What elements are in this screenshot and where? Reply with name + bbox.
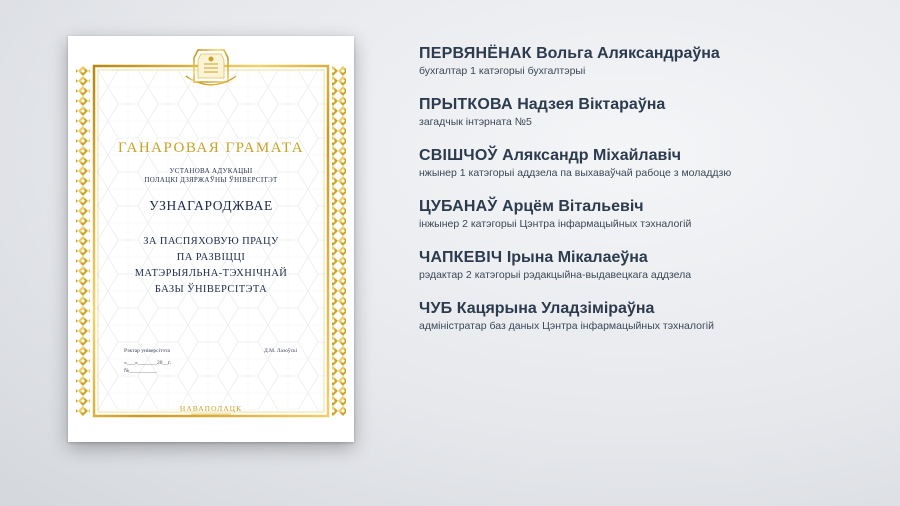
recipient-name: [419, 95, 889, 114]
recipient-position: адміністратар баз даных Цэнтра інфармацыйных тэхналогій: [419, 320, 714, 332]
certificate-title: ГАНАРОВАЯ ГРАМАТА: [117, 140, 305, 156]
recipient-given-name: Вольга Аляксандраўна: [536, 45, 720, 62]
recipient-surname: ПЕРВЯНЁНАК: [419, 45, 532, 62]
recipient-position: нжынер 1 катэгорыі аддзела па выхаваўчай рабоце з моладдзю: [419, 167, 732, 179]
recipient-name: [419, 248, 889, 267]
recipient-position: інжынер 2 катэгорыі Цэнтра інфармацыйных тэхналогій: [419, 218, 692, 230]
recipient-surname: ЦУБАНАЎ: [419, 198, 498, 215]
recipient-given-name: Аляксандр Міхайлавіч: [502, 147, 682, 164]
certificate-org-line: УСТАНОВА АДУКАЦЫІ: [169, 167, 253, 175]
list-item: [419, 197, 889, 231]
certificate-reason-line: ЗА ПАСПЯХОВУЮ ПРАЦУ: [143, 236, 279, 247]
recipients-list: [419, 44, 889, 350]
recipient-given-name: Арцём Вітальевіч: [502, 198, 644, 215]
certificate-footer: НАВАПОЛАЦК: [179, 404, 243, 413]
recipient-given-name: Ірына Мікалаеўна: [506, 249, 648, 266]
signature-left-label: Рэктар універсітэта: [124, 348, 170, 354]
recipient-name: [419, 197, 889, 216]
honorary-certificate: [68, 36, 354, 442]
recipient-name: [419, 299, 889, 318]
recipient-surname: ПРЫТКОВА: [419, 96, 513, 113]
number-line: №__________: [124, 368, 157, 374]
recipient-given-name: Кацярына Уладзіміраўна: [456, 300, 655, 317]
recipient-name: [419, 44, 889, 63]
recipient-surname: ЧУБ: [419, 300, 453, 317]
certificate-reason-line: БАЗЫ ЎНІВЕРСІТЭТА: [154, 284, 268, 295]
recipient-position: рэдактар 2 катэгорыі рэдакцыйна-выдавецкага аддзела: [419, 269, 692, 281]
recipient-position: бухгалтар 1 катэгорыі бухгалтэрыі: [419, 65, 586, 77]
signature-right-label: Д.М. Лазоўскі: [264, 348, 298, 354]
recipient-given-name: Надзея Віктараўна: [517, 96, 666, 113]
list-item: [419, 146, 889, 180]
date-line: «___»_______20__г.: [124, 360, 172, 366]
list-item: [419, 44, 889, 78]
recipient-surname: СВІШЧОЎ: [419, 147, 498, 164]
certificate-reason-line: ПА РАЗВІЦЦІ: [176, 252, 246, 263]
recipient-name: [419, 146, 889, 165]
list-item: [419, 299, 889, 333]
recipient-position: загадчык інтэрната №5: [419, 116, 532, 128]
recipient-surname: ЧАПКЕВІЧ: [419, 249, 503, 266]
list-item: [419, 95, 889, 129]
certificate-reason-line: МАТЭРЫЯЛЬНА-ТЭХНІЧНАЙ: [134, 268, 288, 279]
certificate-award-heading: УЗНАГАРОДЖВАЕ: [149, 198, 273, 213]
list-item: [419, 248, 889, 282]
certificate-org-line: ПОЛАЦКІ ДЗЯРЖАЎНЫ ЎНІВЕРСІТЭТ: [144, 176, 278, 184]
